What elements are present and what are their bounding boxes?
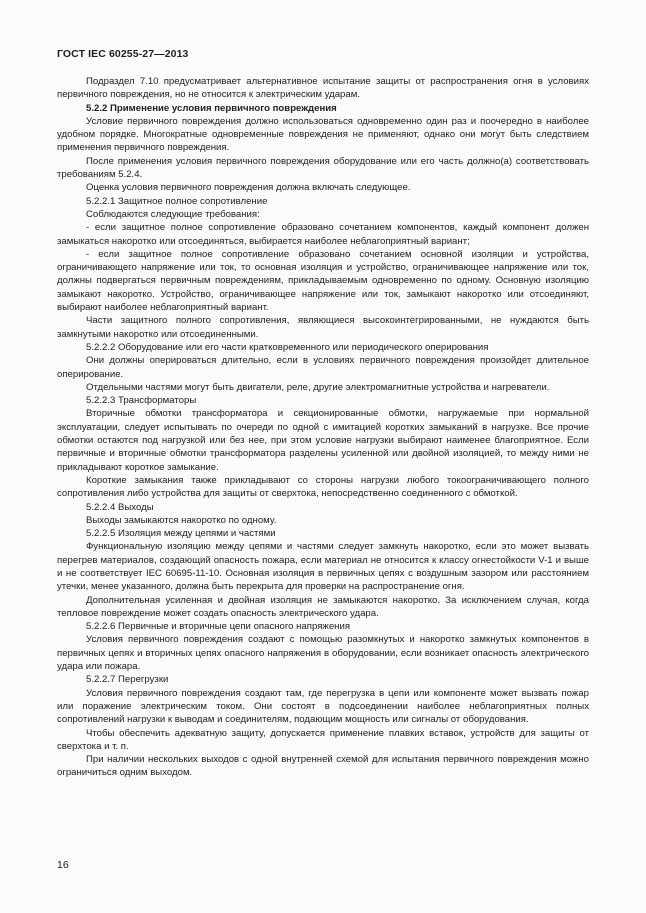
paragraph: Условия первичного повреждения создают с помощью разомкнутых и накоротко замкнутых компонентов в первичных цепях и вторичных цепях опасного напряжения в оборудовании, если возникает опасность электрического удара или пожара. xyxy=(57,634,589,673)
paragraph: 5.2.2.3 Трансформаторы xyxy=(86,395,197,407)
paragraph: Вторичные обмотки трансформатора и секционированные обмотки, нагружаемые при нормальной эксплуатации, следует испытывать по очереди по одной с имитацией коротких замыканий в нагрузке. Все прочие обмотки остаются под нагрузкой или без нее, при этом условие нагрузки выбирают наименее благоприятное. Если первичные и вторичные обмотки трансформатора разделены усиленной или двойной изоляцией, то между ними не прикладывают короткое замыкание. xyxy=(57,408,589,473)
paragraph: Условие первичного повреждения должно использоваться одновременно один раз и поочередно в наиболее удобном порядке. Многократные одновременные повреждения не применяют, однако они могут быть следствием применения первичного повреждения. xyxy=(57,115,589,154)
paragraph: Они должны оперироваться длительно, если в условиях первичного повреждения произойдет длительное оперирование. xyxy=(57,355,589,380)
paragraph: 5.2.2.7 Перегрузки xyxy=(86,674,169,686)
paragraph: 5.2.2.1 Защитное полное сопротивление xyxy=(86,195,268,207)
paragraph: 5.2.2.4 Выходы xyxy=(86,501,154,513)
section-heading: 5.2.2 Применение условия первичного повреждения xyxy=(86,102,337,114)
paragraph: Подраздел 7.10 предусматривает альтернативное испытание защиты от распространения огня в условиях первичного повреждения, но не относится к электрическим ударам. xyxy=(57,76,589,101)
paragraph: Функциональную изоляцию между цепями и частями следует замкнуть накоротко, если это может вызвать перегрев материалов, создающий опасность пожара, если материал не относится к классу огнестойкости V-1 и выше и не соответствует IEC 60695-11-10. Основная изоляция в первичных цепях с воздушным зазором или расстоянием утечки, менее указанного, должна быть перекрыта для проверки на распространение огня. xyxy=(57,541,589,593)
paragraph: Чтобы обеспечить адекватную защиту, допускается применение плавких вставок, устройств для защиты от сверхтока и т. п. xyxy=(57,727,589,752)
paragraph: Части защитного полного сопротивления, являющиеся высокоинтегрированными, не нуждаются быть замкнутыми накоротко или отсоединенными. xyxy=(57,315,589,340)
paragraph: Дополнительная усиленная и двойная изоляция не замыкаются накоротко. За исключением случая, когда тепловое повреждение может создать опасность электрического удара. xyxy=(57,594,589,619)
paragraph: После применения условия первичного повреждения оборудование или его часть должно(а) соответствовать требованиям 5.2.4. xyxy=(57,155,589,181)
paragraph: - если защитное полное сопротивление образовано сочетанием компонентов, каждый компонент должен замыкаться накоротко или отсоединяться, выбирается наиболее неблагоприятный вариант; xyxy=(57,222,589,247)
page-number: 16 xyxy=(57,859,69,871)
paragraph: 5.2.2.6 Первичные и вторичные цепи опасного напряжения xyxy=(86,621,351,633)
paragraph: Соблюдаются следующие требования: xyxy=(86,208,260,220)
paragraph: Оценка условия первичного повреждения должна включать следующее. xyxy=(86,182,411,194)
paragraph: 5.2.2.5 Изоляция между цепями и частями xyxy=(86,528,276,540)
document-body xyxy=(57,75,589,780)
paragraph: 5.2.2.2 Оборудование или его части кратковременного или периодического оперирования xyxy=(86,341,489,353)
paragraph: Отдельными частями могут быть двигатели, реле, другие электромагнитные устройства и нагреватели. xyxy=(86,381,550,393)
paragraph: Выходы замыкаются накоротко по одному. xyxy=(86,514,277,526)
paragraph: Условия первичного повреждения создают там, где перегрузка в цепи или компоненте может вызвать пожар или поражение электрическим током. Они состоят в подсоединении наиболее неблагоприятных полных сопротивлений нагрузки к выводам и соединителям, подающим мощность или сигналы от оборудования. xyxy=(57,687,589,726)
paragraph: - если защитное полное сопротивление образовано сочетанием основной изоляции и устройства, ограничивающего напряжение или ток, то основная изоляция и устройство, ограничивающее напряжение или ток, должны подвергаться первичным повреждениям, прикладываемым одновременно по одному. Основную изоляцию замыкают накоротко. Устройство, ограничивающее напряжение или ток, замыкают накоротко или отсоединяют, выбирают наиболее неблагоприятный вариант. xyxy=(57,248,589,314)
paragraph: Короткие замыкания также прикладывают со стороны нагрузки любого токоограничивающего полного сопротивления либо устройства для защиты от сверхтока, непосредственно соединенного с обмоткой. xyxy=(57,474,589,500)
document-header: ГОСТ IEC 60255-27—2013 xyxy=(57,48,189,60)
paragraph: При наличии нескольких выходов с одной внутренней схемой для испытания первичного повреждения можно ограничиться одним выходом. xyxy=(57,754,589,779)
